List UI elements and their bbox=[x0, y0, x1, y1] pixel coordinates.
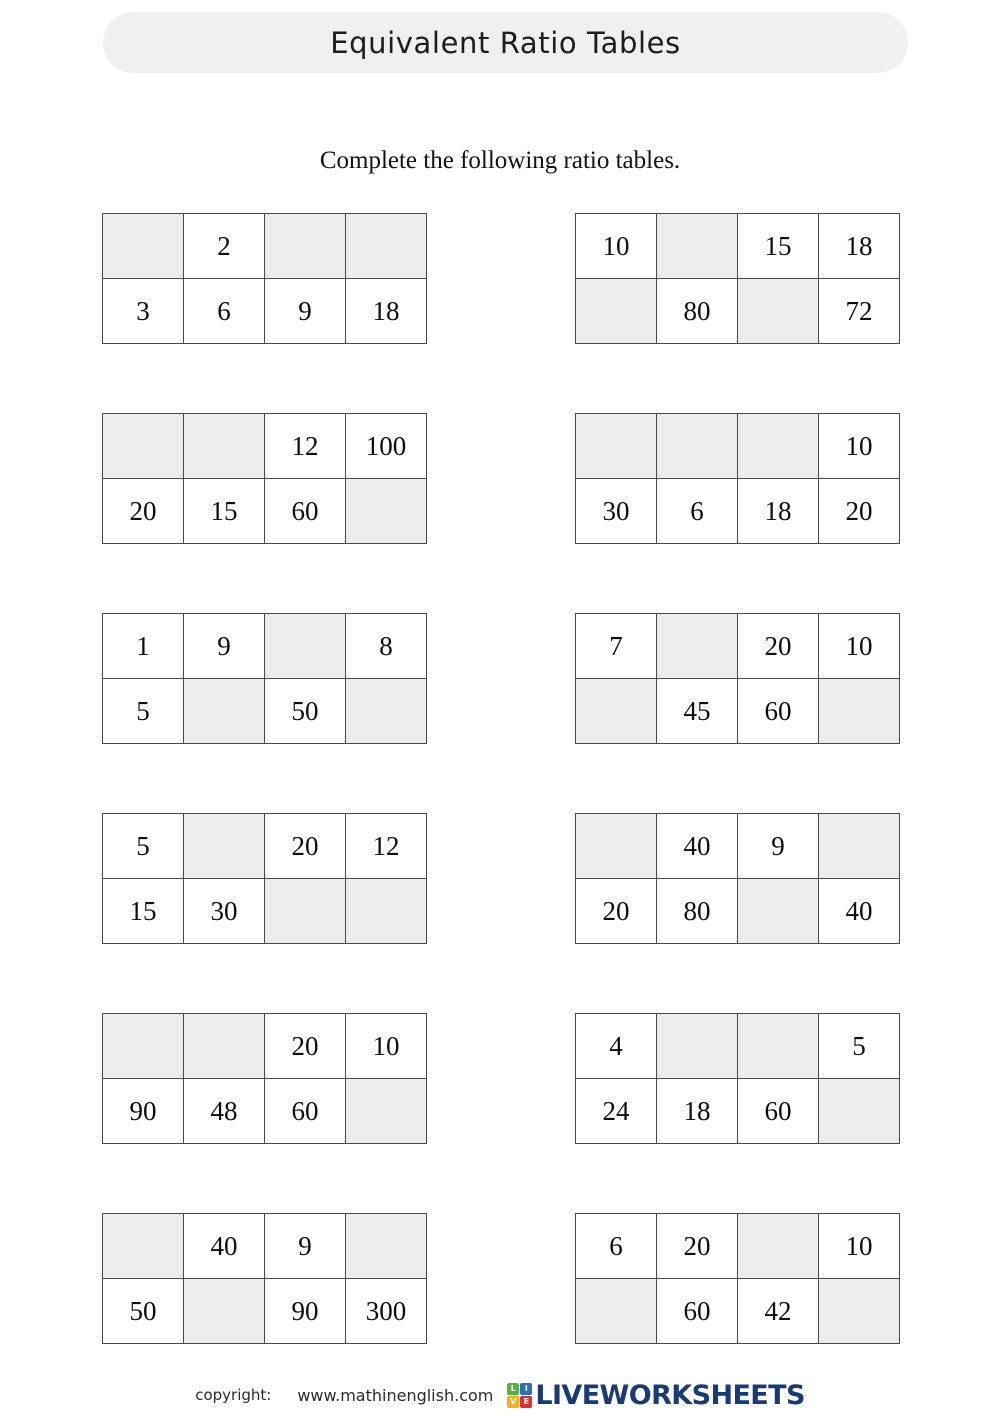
ratio-table bbox=[102, 413, 427, 544]
value-cell: 72 bbox=[819, 279, 900, 344]
value-cell: 12 bbox=[265, 414, 346, 479]
table-row bbox=[576, 679, 900, 744]
value-cell: 20 bbox=[657, 1214, 738, 1279]
ratio-table bbox=[102, 1213, 427, 1344]
value-cell: 10 bbox=[819, 614, 900, 679]
value-cell: 30 bbox=[576, 479, 657, 544]
answer-input-cell[interactable] bbox=[265, 879, 346, 944]
table-row-group bbox=[0, 213, 1000, 413]
answer-input-cell[interactable] bbox=[738, 1014, 819, 1079]
answer-input-cell[interactable] bbox=[184, 1014, 265, 1079]
value-cell: 20 bbox=[819, 479, 900, 544]
value-cell: 40 bbox=[184, 1214, 265, 1279]
answer-input-cell[interactable] bbox=[184, 814, 265, 879]
value-cell: 45 bbox=[657, 679, 738, 744]
ratio-table bbox=[575, 1013, 900, 1144]
ratio-table bbox=[575, 1213, 900, 1344]
ratio-tables-area bbox=[0, 213, 1000, 1413]
answer-input-cell[interactable] bbox=[184, 679, 265, 744]
value-cell: 5 bbox=[103, 679, 184, 744]
table-row bbox=[576, 414, 900, 479]
answer-input-cell[interactable] bbox=[657, 614, 738, 679]
value-cell: 40 bbox=[657, 814, 738, 879]
table-row bbox=[576, 1014, 900, 1079]
ratio-table bbox=[102, 813, 427, 944]
table-row bbox=[576, 1214, 900, 1279]
liveworksheets-wordmark: LIVEWORKSHEETS bbox=[535, 1379, 805, 1411]
answer-input-cell[interactable] bbox=[346, 479, 427, 544]
table-row-group bbox=[0, 413, 1000, 613]
value-cell: 48 bbox=[184, 1079, 265, 1144]
value-cell: 10 bbox=[819, 1214, 900, 1279]
answer-input-cell[interactable] bbox=[576, 814, 657, 879]
value-cell: 50 bbox=[103, 1279, 184, 1344]
answer-input-cell[interactable] bbox=[184, 1279, 265, 1344]
value-cell: 60 bbox=[265, 479, 346, 544]
value-cell: 24 bbox=[576, 1079, 657, 1144]
ratio-table bbox=[102, 1013, 427, 1144]
value-cell: 7 bbox=[576, 614, 657, 679]
value-cell: 15 bbox=[103, 879, 184, 944]
table-row-group bbox=[0, 613, 1000, 813]
answer-input-cell[interactable] bbox=[346, 879, 427, 944]
answer-input-cell[interactable] bbox=[576, 414, 657, 479]
value-cell: 9 bbox=[265, 279, 346, 344]
page-footer bbox=[0, 1374, 1000, 1416]
value-cell: 18 bbox=[657, 1079, 738, 1144]
value-cell: 300 bbox=[346, 1279, 427, 1344]
answer-input-cell[interactable] bbox=[576, 679, 657, 744]
table-row bbox=[103, 279, 427, 344]
table-row bbox=[576, 279, 900, 344]
value-cell: 20 bbox=[265, 1014, 346, 1079]
answer-input-cell[interactable] bbox=[819, 1279, 900, 1344]
value-cell: 80 bbox=[657, 279, 738, 344]
table-row bbox=[103, 879, 427, 944]
table-row bbox=[576, 879, 900, 944]
value-cell: 12 bbox=[346, 814, 427, 879]
source-url: www.mathinenglish.com bbox=[297, 1385, 494, 1405]
logo-tile-v: V bbox=[507, 1396, 519, 1408]
answer-input-cell[interactable] bbox=[576, 279, 657, 344]
value-cell: 50 bbox=[265, 679, 346, 744]
value-cell: 6 bbox=[576, 1214, 657, 1279]
value-cell: 60 bbox=[657, 1279, 738, 1344]
value-cell: 90 bbox=[265, 1279, 346, 1344]
value-cell: 2 bbox=[184, 214, 265, 279]
value-cell: 20 bbox=[738, 614, 819, 679]
value-cell: 3 bbox=[103, 279, 184, 344]
answer-input-cell[interactable] bbox=[819, 1079, 900, 1144]
value-cell: 40 bbox=[819, 879, 900, 944]
liveworksheets-mark-icon bbox=[507, 1383, 532, 1408]
logo-tile-e: E bbox=[520, 1396, 532, 1408]
table-row-group bbox=[0, 813, 1000, 1013]
value-cell: 10 bbox=[576, 214, 657, 279]
answer-input-cell[interactable] bbox=[657, 1014, 738, 1079]
value-cell: 9 bbox=[738, 814, 819, 879]
answer-input-cell[interactable] bbox=[657, 414, 738, 479]
value-cell: 100 bbox=[346, 414, 427, 479]
answer-input-cell[interactable] bbox=[576, 1279, 657, 1344]
value-cell: 18 bbox=[819, 214, 900, 279]
answer-input-cell[interactable] bbox=[265, 214, 346, 279]
value-cell: 6 bbox=[657, 479, 738, 544]
table-row bbox=[576, 614, 900, 679]
answer-input-cell[interactable] bbox=[657, 214, 738, 279]
table-row bbox=[103, 679, 427, 744]
answer-input-cell[interactable] bbox=[738, 1214, 819, 1279]
answer-input-cell[interactable] bbox=[103, 214, 184, 279]
value-cell: 8 bbox=[346, 614, 427, 679]
value-cell: 10 bbox=[346, 1014, 427, 1079]
answer-input-cell[interactable] bbox=[103, 414, 184, 479]
answer-input-cell[interactable] bbox=[103, 1014, 184, 1079]
table-row bbox=[576, 479, 900, 544]
table-row bbox=[576, 214, 900, 279]
table-row bbox=[103, 479, 427, 544]
answer-input-cell[interactable] bbox=[265, 614, 346, 679]
answer-input-cell[interactable] bbox=[738, 414, 819, 479]
table-row bbox=[103, 814, 427, 879]
value-cell: 4 bbox=[576, 1014, 657, 1079]
value-cell: 30 bbox=[184, 879, 265, 944]
value-cell: 20 bbox=[576, 879, 657, 944]
table-row-group bbox=[0, 1013, 1000, 1213]
ratio-table bbox=[575, 413, 900, 544]
value-cell: 20 bbox=[103, 479, 184, 544]
value-cell: 1 bbox=[103, 614, 184, 679]
instruction-text: Complete the following ratio tables. bbox=[319, 147, 681, 174]
liveworksheets-logo bbox=[507, 1380, 804, 1411]
value-cell: 5 bbox=[819, 1014, 900, 1079]
value-cell: 6 bbox=[184, 279, 265, 344]
answer-input-cell[interactable] bbox=[819, 679, 900, 744]
value-cell: 18 bbox=[738, 479, 819, 544]
value-cell: 60 bbox=[738, 679, 819, 744]
value-cell: 9 bbox=[265, 1214, 346, 1279]
value-cell: 60 bbox=[265, 1079, 346, 1144]
answer-input-cell[interactable] bbox=[346, 1079, 427, 1144]
answer-input-cell[interactable] bbox=[346, 214, 427, 279]
value-cell: 5 bbox=[103, 814, 184, 879]
ratio-table bbox=[575, 813, 900, 944]
answer-input-cell[interactable] bbox=[819, 814, 900, 879]
copyright-label: copyright: bbox=[195, 1386, 272, 1404]
value-cell: 15 bbox=[738, 214, 819, 279]
table-row bbox=[103, 1079, 427, 1144]
table-row bbox=[103, 614, 427, 679]
value-cell: 18 bbox=[346, 279, 427, 344]
logo-tile-i: I bbox=[520, 1383, 532, 1395]
ratio-table bbox=[575, 613, 900, 744]
answer-input-cell[interactable] bbox=[103, 1214, 184, 1279]
table-row bbox=[103, 214, 427, 279]
table-row bbox=[103, 1279, 427, 1344]
answer-input-cell[interactable] bbox=[184, 414, 265, 479]
ratio-table bbox=[102, 613, 427, 744]
value-cell: 10 bbox=[819, 414, 900, 479]
value-cell: 15 bbox=[184, 479, 265, 544]
answer-input-cell[interactable] bbox=[738, 879, 819, 944]
answer-input-cell[interactable] bbox=[346, 1214, 427, 1279]
worksheet-header-banner bbox=[103, 12, 908, 73]
table-row bbox=[103, 414, 427, 479]
answer-input-cell[interactable] bbox=[346, 679, 427, 744]
value-cell: 9 bbox=[184, 614, 265, 679]
page-title: Equivalent Ratio Tables bbox=[330, 25, 681, 60]
value-cell: 20 bbox=[265, 814, 346, 879]
answer-input-cell[interactable] bbox=[738, 279, 819, 344]
logo-tile-l: L bbox=[507, 1383, 519, 1395]
value-cell: 60 bbox=[738, 1079, 819, 1144]
table-row bbox=[103, 1214, 427, 1279]
table-row bbox=[576, 1279, 900, 1344]
ratio-table bbox=[575, 213, 900, 344]
table-row bbox=[576, 814, 900, 879]
table-row bbox=[576, 1079, 900, 1144]
table-row bbox=[103, 1014, 427, 1079]
value-cell: 42 bbox=[738, 1279, 819, 1344]
ratio-table bbox=[102, 213, 427, 344]
value-cell: 80 bbox=[657, 879, 738, 944]
value-cell: 90 bbox=[103, 1079, 184, 1144]
